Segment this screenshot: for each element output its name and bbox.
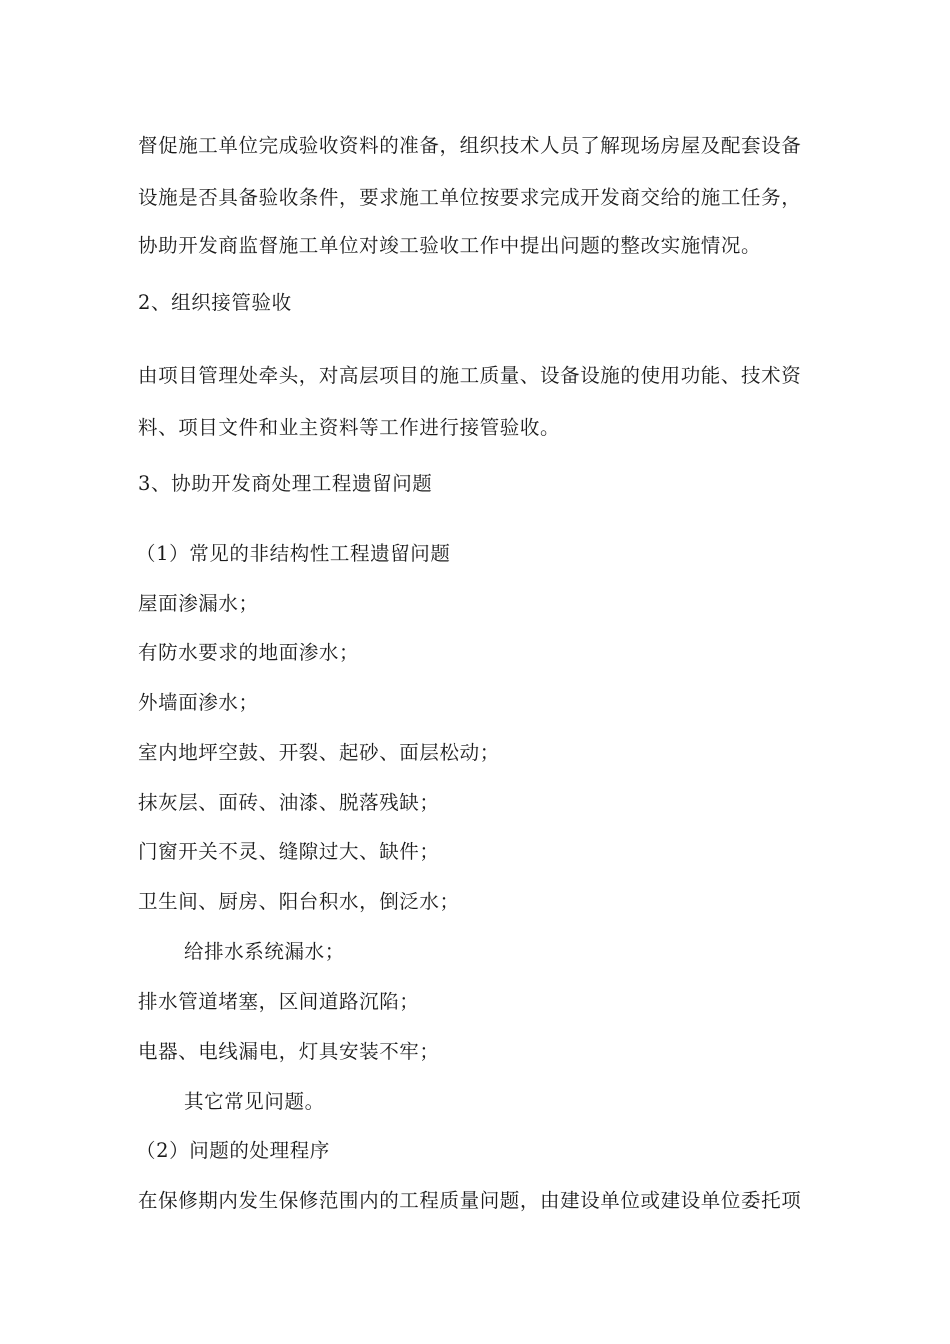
section-heading-3: 3、协助开发商处理工程遗留问题 [138,472,433,495]
paragraph-2-line-1: 由项目管理处牵头，对高层项目的施工质量、设备设施的使用功能、技术资 [138,364,802,387]
paragraph-1-line-3: 协助开发商监督施工单位对竣工验收工作中提出问题的整改实施情况。 [138,234,762,257]
list-item: 室内地坪空鼓、开裂、起砂、面层松动； [138,741,500,764]
list-item: 门窗开关不灵、缝隙过大、缺件； [138,840,440,863]
list-item: 外墙面渗水； [138,691,259,714]
paragraph-1-line-2: 设施是否具备验收条件，要求施工单位按要求完成开发商交给的施工任务， [138,186,802,209]
subheading-process: （2）问题的处理程序 [136,1139,330,1162]
section-heading-2: 2、组织接管验收 [138,291,292,314]
paragraph-3-line-1: 在保修期内发生保修范围内的工程质量问题，由建设单位或建设单位委托项 [138,1189,802,1212]
list-item: 排水管道堵塞，区间道路沉陷； [138,990,420,1013]
list-item: 抹灰层、面砖、油漆、脱落残缺； [138,791,440,814]
subheading-common-issues: （1）常见的非结构性工程遗留问题 [136,542,451,565]
list-item: 有防水要求的地面渗水； [138,641,360,664]
paragraph-1-line-1: 督促施工单位完成验收资料的准备，组织技术人员了解现场房屋及配套设备 [138,134,802,157]
list-item: 给排水系统漏水； [184,940,345,963]
list-item: 其它常见问题。 [184,1090,325,1113]
list-item: 屋面渗漏水； [138,592,259,615]
paragraph-2-line-2: 料、项目文件和业主资料等工作进行接管验收。 [138,416,561,439]
list-item: 卫生间、厨房、阳台积水，倒泛水； [138,890,460,913]
list-item: 电器、电线漏电，灯具安装不牢； [138,1040,440,1063]
